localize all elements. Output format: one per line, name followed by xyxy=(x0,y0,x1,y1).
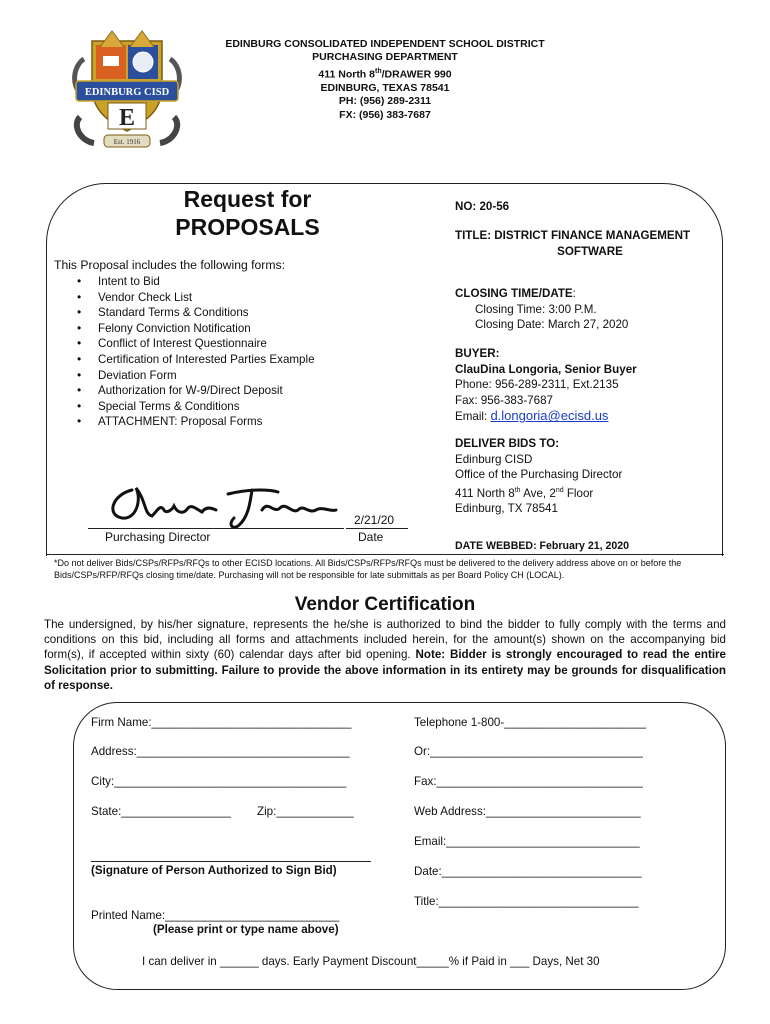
department-address: 411 North 8th/DRAWER 990 xyxy=(318,67,452,81)
email-field[interactable]: Email:______________________________ xyxy=(414,835,640,848)
telephone-field[interactable]: Telephone 1-800-______________________ xyxy=(414,716,647,729)
delivery-note: *Do not deliver Bids/CSPs/RFPs/RFQs to other ECISD locations. All Bids/CSPs/RFPs/RFQs must be delivered to the delivery address above on or before the Bids/CSPs/RFP/RFQs closing time/date. Purchasing will not be responsible for late submittals as per Board Policy CH (LOCAL). xyxy=(54,558,682,580)
list-item: • Certification of Interested Parties Example xyxy=(98,352,438,368)
rfp-title-field: TITLE: DISTRICT FINANCE MANAGEMENT SOFTWARE xyxy=(455,229,691,258)
crest-banner-text: EDINBURG CISD xyxy=(84,87,170,98)
deliver-heading: DELIVER BIDS TO: xyxy=(455,437,560,450)
date-field[interactable]: Date:_______________________________ xyxy=(414,865,642,878)
address-field[interactable]: Address:_________________________________ xyxy=(91,745,350,758)
buyer-section: BUYER: ClauDina Longoria, Senior Buyer Phone: 956-289-2311, Ext.2135 Fax: 956-383-7687 Email: d.longoria@ecisd.us xyxy=(455,347,637,424)
forms-list xyxy=(54,274,438,430)
buyer-fax: Fax: 956-383-7687 xyxy=(455,393,553,407)
authorized-signature-line[interactable] xyxy=(91,861,371,862)
rfp-title: Request for PROPOSALS xyxy=(175,186,320,240)
list-item: • Conflict of Interest Questionnaire xyxy=(98,336,438,352)
signature-caption: (Signature of Person Authorized to Sign Bid) xyxy=(91,864,337,877)
list-item: • Felony Conviction Notification xyxy=(98,321,438,337)
list-item: • Deviation Form xyxy=(98,368,438,384)
state-field[interactable]: State:_________________ xyxy=(91,805,231,818)
fax-field[interactable]: Fax:________________________________ xyxy=(414,775,643,788)
list-item: • Standard Terms & Conditions xyxy=(98,305,438,321)
sign-date: 2/21/20 xyxy=(354,513,395,527)
closing-date: Closing Date: March 27, 2020 xyxy=(475,318,629,332)
vendor-certification-text: The undersigned, by his/her signature, represents the he/she is authorized to bind the bidder to fully comply with the terms and conditions on this bid, including all forms and attachments included herein, for the amount(s) shown on the accompanying bid form(s), if accepted within sixty (60) calendar days after bid opening. Note: Bidder is strongly encouraged to read the entire Solicitation prior to submitting. Failure to provide the above information in its entirety may be grounds for disqualification of response. xyxy=(44,618,727,692)
web-address-field[interactable]: Web Address:________________________ xyxy=(414,805,641,818)
purchasing-director-signature xyxy=(102,470,342,530)
date-label: Date xyxy=(358,530,384,544)
district-crest-logo xyxy=(72,25,182,157)
buyer-heading: BUYER: xyxy=(455,347,500,360)
signature-label: Purchasing Director xyxy=(105,530,211,544)
signature-line xyxy=(88,528,344,529)
closing-time: Closing Time: 3:00 P.M. xyxy=(475,302,597,316)
print-caption: (Please print or type name above) xyxy=(153,923,339,936)
list-item: • Authorization for W-9/Direct Deposit xyxy=(98,383,438,399)
department-name: PURCHASING DEPARTMENT xyxy=(312,51,458,64)
date-webbed: DATE WEBBED: February 21, 2020 xyxy=(455,540,630,552)
title-field[interactable]: Title:_______________________________ xyxy=(414,895,639,908)
forms-intro: This Proposal includes the following forms: xyxy=(54,258,285,272)
department-fax: FX: (956) 383-7687 xyxy=(339,108,431,121)
list-item: • Intent to Bid xyxy=(98,274,438,290)
list-item: • Vendor Check List xyxy=(98,290,438,306)
firm-name-field[interactable]: Firm Name:_______________________________ xyxy=(91,716,352,729)
closing-heading: CLOSING TIME/DATE xyxy=(455,287,573,300)
zip-field[interactable]: Zip:____________ xyxy=(257,805,354,818)
department-phone: PH: (956) 289-2311 xyxy=(338,95,432,108)
list-item: • ATTACHMENT: Proposal Forms xyxy=(98,414,438,430)
crest-est-text: Est. 1916 xyxy=(113,138,141,146)
crest-letter: E xyxy=(118,105,136,131)
buyer-email-link[interactable]: d.longoria@ecisd.us xyxy=(490,408,609,424)
rfp-number: NO: 20-56 xyxy=(455,200,510,213)
city-field[interactable]: City:____________________________________ xyxy=(91,775,347,788)
rfp-box-bottom-border xyxy=(46,554,724,555)
or-phone-field[interactable]: Or:_________________________________ xyxy=(414,745,643,758)
list-item: • Special Terms & Conditions xyxy=(98,399,438,415)
printed-name-field[interactable]: Printed Name:___________________________ xyxy=(91,909,340,922)
closing-section: CLOSING TIME/DATE: Closing Time: 3:00 P.M. Closing Date: March 27, 2020 xyxy=(455,287,629,332)
buyer-phone: Phone: 956-289-2311, Ext.2135 xyxy=(455,378,619,392)
department-city: EDINBURG, TEXAS 78541 xyxy=(320,81,450,94)
letterhead xyxy=(190,38,580,122)
buyer-name: ClauDina Longoria, Senior Buyer xyxy=(455,362,637,376)
district-name: EDINBURG CONSOLIDATED INDEPENDENT SCHOOL DISTRICT xyxy=(225,38,545,50)
delivery-terms-field[interactable]: I can deliver in ______ days. Early Payment Discount_____% if Paid in ___ Days, Net 30 xyxy=(142,955,600,968)
deliver-section: DELIVER BIDS TO: Edinburg CISD Office of the Purchasing Director 411 North 8th Ave, 2nd Floor Edinburg, TX 78541 xyxy=(455,437,623,516)
vendor-certification-title: Vendor Certification xyxy=(294,594,476,615)
